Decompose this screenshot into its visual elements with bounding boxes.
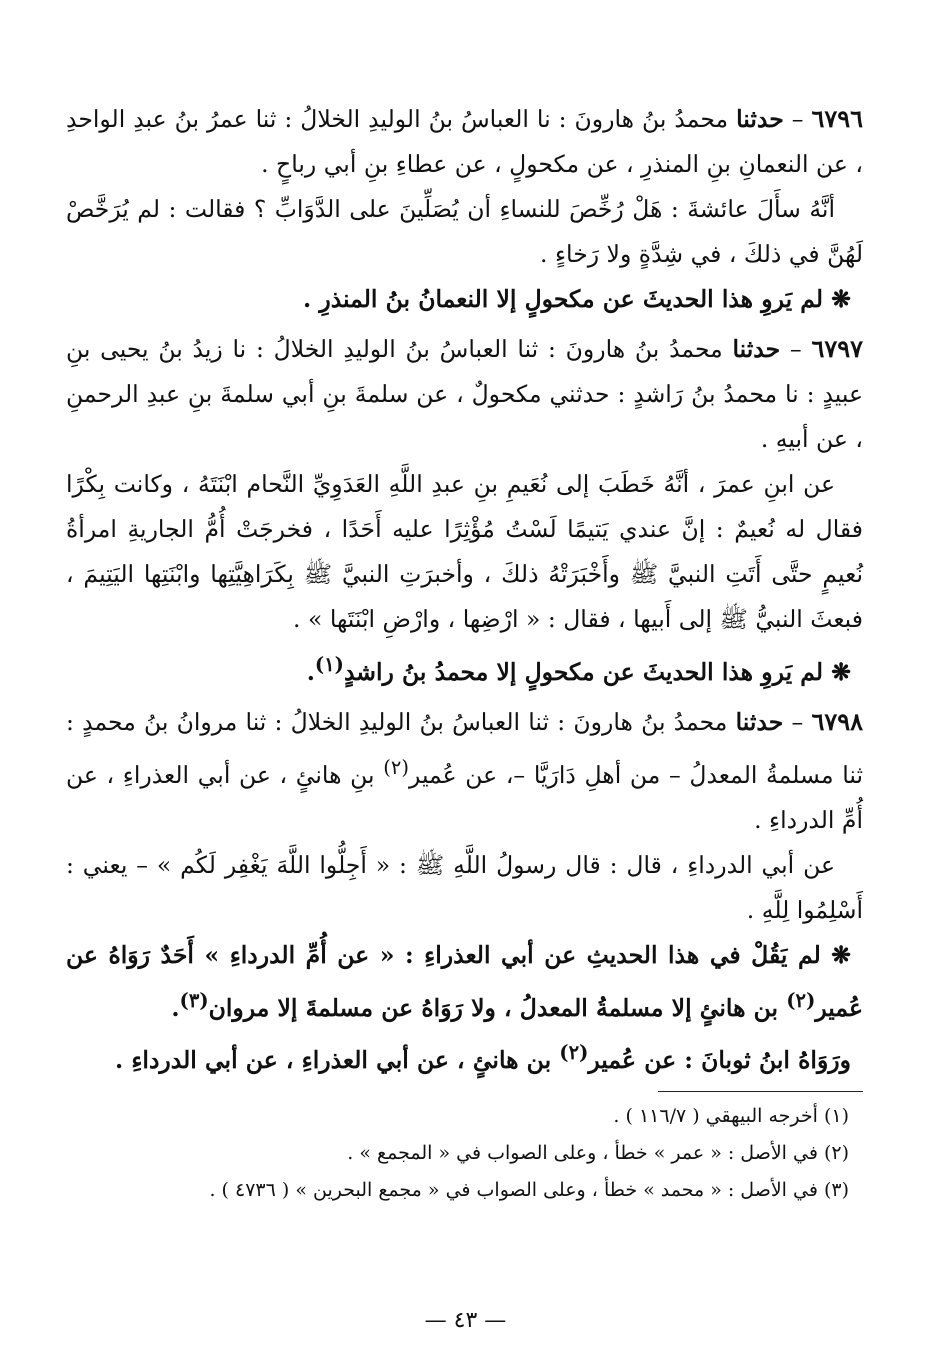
note-text-continued: بن هانئٍ إلا مسلمةُ المعدلُ ، ولا رَوَاهُ عن مسلمةَ إلا مروان: [208, 993, 787, 1022]
hadith-6797-isnad: [66, 326, 863, 462]
footnote-ref[interactable]: (٢): [786, 988, 816, 1012]
footnote-separator: [658, 1091, 863, 1092]
dash: –: [783, 105, 812, 133]
hadith-6798-note: [66, 933, 863, 1031]
footnote-ref[interactable]: (٢): [383, 755, 409, 779]
note-end: .: [306, 657, 315, 686]
hadith-number: ٦٧٩٦: [811, 104, 863, 133]
hadith-6798-isnad: [66, 699, 863, 843]
hadith-6798-riwaya: [66, 1030, 863, 1083]
dash: –: [783, 707, 812, 736]
isnad-text-continued: بنِ هانئٍ ، عن أبي العذراءِ ، عن أُمِّ الدرداءِ .: [66, 760, 863, 834]
hadith-6797-matn: عن ابنِ عمرَ ، أنَّهُ خَطَبَ إلى نُعَيمِ بنِ عبدِ اللَّهِ العَدَوِيِّ النَّحام ابْنَتَهُ ، وكانت بِكْرًا فقال له نُعيمٌ : إنَّ عندي يَتيمًا لَسْتُ مُؤْثِرًا عليه أَحَدًا ، فخرجَتْ أُمُّ الجاريةِ امرأةُ نُعيمٍ حتَّى أَتَتِ النبيَّ ﷺ وأَخْبَرَتْهُ ذلكَ ، وأخبرَتِ النبيَّ ﷺ بِكَرَاهِيَّتِها وابْنَتِها اليَتِيمَ ، فبعثَ النبيُّ ﷺ إلى أَبيها ، فقال : « ارْضِها ، وارْضِ ابْنَتَها » .: [66, 470, 863, 633]
hadith-number: ٦٧٩٧: [811, 334, 863, 363]
hadith-6796-note: [66, 277, 863, 322]
riwaya-text: ورَوَاهُ ابنُ ثوبانَ : عن عُمير: [588, 1046, 851, 1075]
footnote-1: (١) أخرجه البيهقي ( ١١٦/٧ ) .: [613, 1105, 849, 1128]
note-text: لم يَروِ هذا الحديثَ عن مكحولٍ إلا محمدُ بنُ راشدٍ: [343, 657, 824, 686]
isnad-text: محمدُ بنُ هارونَ : ثنا العباسُ بنُ الوليدِ الخلالُ : ثنا مروانُ بنُ محمدٍ : ثنا مسلمةُ المعدلُ – من أهلِ دَارَيَّا –، عن عُمير: [66, 707, 863, 789]
haddathana-word: حدثنا: [735, 707, 784, 736]
footnote-3: (٣) في الأصل : « محمد » خطأ ، وعلى الصواب في « مجمع البحرين » ( ٤٧٣٦ ) .: [209, 1179, 849, 1202]
footnote-ref[interactable]: (١): [314, 653, 344, 676]
page-number: — ٤٣ —: [424, 1308, 507, 1333]
footnote-2: (٢) في الأصل : « عمر » خطأ ، وعلى الصواب في « المجمع » .: [347, 1142, 849, 1165]
haddathana-word: حدثنا: [736, 105, 784, 133]
footnote-ref[interactable]: (٢): [559, 1041, 589, 1065]
note-text: لم يَقُلْ في هذا الحديثِ عن أبي العذراءِ : « عن أُمِّ الدرداءِ » أَحَدٌ رَوَاهُ عن عُمير: [66, 940, 863, 1022]
isnad-text: محمدُ بنُ هارونَ : ثنا العباسُ بنُ الوليدِ الخلالُ : نا زيدُ بنُ يحيى بنِ عبيدٍ : نا محمدُ بنُ رَاشدٍ : حدثني مكحولٌ ، عن سلمةَ بنِ أبي سلمةَ بنِ عبدِ الرحمنِ ، عن أبيهِ .: [66, 335, 863, 453]
footnotes: [66, 1098, 863, 1209]
note-end: .: [171, 993, 180, 1022]
dash: –: [780, 335, 812, 363]
note-text: لم يَروِ هذا الحديثَ عن مكحولٍ إلا النعمانُ بنُ المنذرِ .: [302, 285, 824, 313]
hadith-6796-matn: أنَّهُ سأَلَ عائشةَ : هَلْ رُخِّصَ للنساءِ أن يُصَلِّينَ على الدَّوَابِّ ؟ فقالت : لم يُرَخَّصْ لَهُنَّ في ذلكَ ، في شِدَّةٍ ولا رَخاءٍ .: [66, 195, 863, 268]
star-marker: ❋: [831, 940, 851, 969]
star-marker: ❋: [831, 657, 851, 686]
hadith-number: ٦٧٩٨: [811, 706, 863, 736]
hadith-6798-matn: عن أبي الدرداءِ ، قال : قال رسولُ اللَّهِ ﷺ : « أَجِلُّوا اللَّهَ يَغْفِر لَكُم » – يعني : أَسْلِمُوا لِلَّهِ .: [66, 850, 863, 924]
footnote-ref[interactable]: (٣): [179, 988, 209, 1012]
hadith-6797-note: [66, 642, 863, 695]
hadith-6796-isnad: [66, 96, 863, 187]
main-text: [66, 96, 863, 1083]
star-marker: ❋: [831, 285, 851, 313]
isnad-text: محمدُ بنُ هارونَ : نا العباسُ بنُ الوليدِ الخلالُ : ثنا عمرُ بنُ عبدِ الواحدِ ، عن النعمانِ بنِ المنذرِ ، عن مكحولٍ ، عن عطاءِ بنِ أبي رباحٍ .: [66, 105, 863, 178]
riwaya-text-continued: بن هانئٍ ، عن أبي العذراءِ ، عن أبي الدرداءِ .: [115, 1046, 560, 1075]
haddathana-word: حدثنا: [732, 335, 781, 363]
